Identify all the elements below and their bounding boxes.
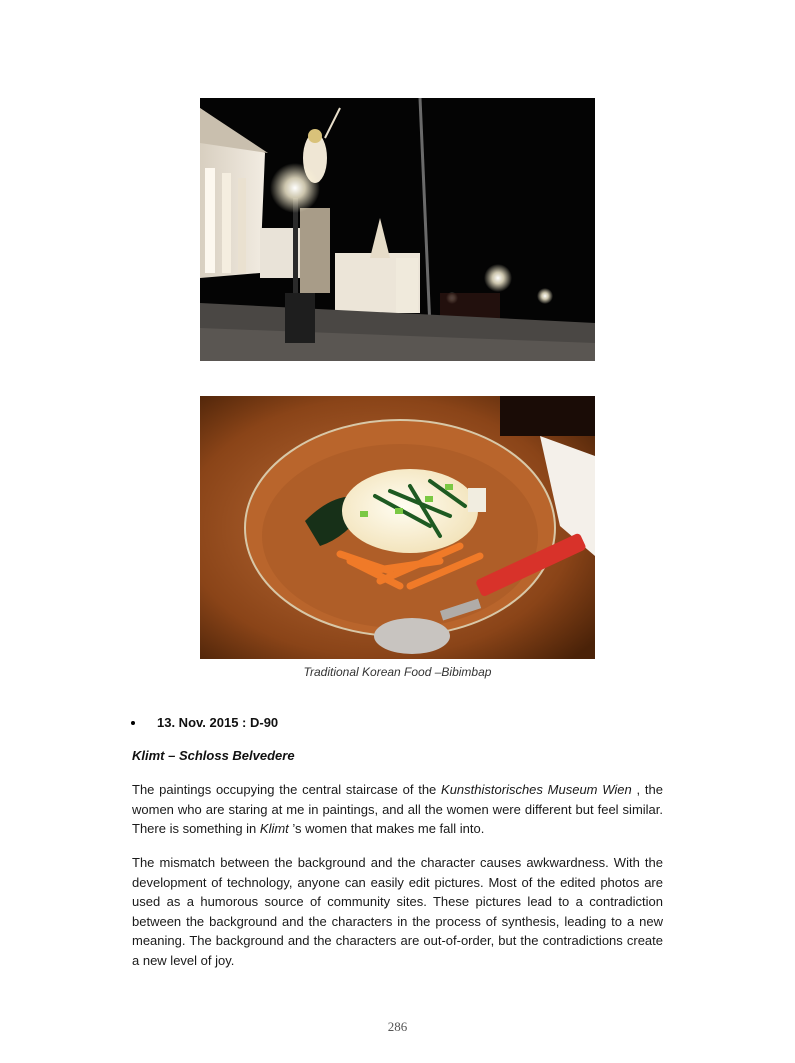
entry-date: 13. Nov. 2015 : D-90	[157, 715, 279, 730]
artist-name: Klimt	[259, 821, 289, 836]
date-entry	[131, 715, 278, 730]
bibimbap-illustration	[200, 396, 595, 659]
bullet-icon	[131, 721, 135, 725]
photo-caption: Traditional Korean Food –Bibimbap	[303, 665, 492, 679]
paragraph1-part2: , the women who are staring at me in paintings, and all the women were different but feel similar. There is something in	[132, 782, 663, 836]
parliament-night-photo	[200, 98, 595, 361]
paragraph-klimt	[132, 780, 663, 839]
bibimbap-photo	[200, 396, 595, 659]
paragraph1-part1: The paintings occupying the central staircase of the	[132, 782, 442, 797]
section-title: Klimt – Schloss Belvedere	[132, 748, 295, 763]
parliament-night-illustration	[200, 98, 595, 361]
paragraph1-part3: ’s women that makes me fall into.	[288, 821, 485, 836]
paragraph-mismatch: The mismatch between the background and the character causes awkwardness. With the development of technology, anyone can easily edit pictures. Most of the edited photos are used as a humorous source of community sites. These pictures lead to a contradiction between the background and the characters in the process of synthesis, leading to a new meaning. The background and the characters are out-of-order, but the contradictions create a new level of joy.	[132, 855, 663, 968]
page-number: 286	[387, 1019, 408, 1034]
museum-name: Kunsthistorisches Museum Wien	[441, 782, 632, 797]
